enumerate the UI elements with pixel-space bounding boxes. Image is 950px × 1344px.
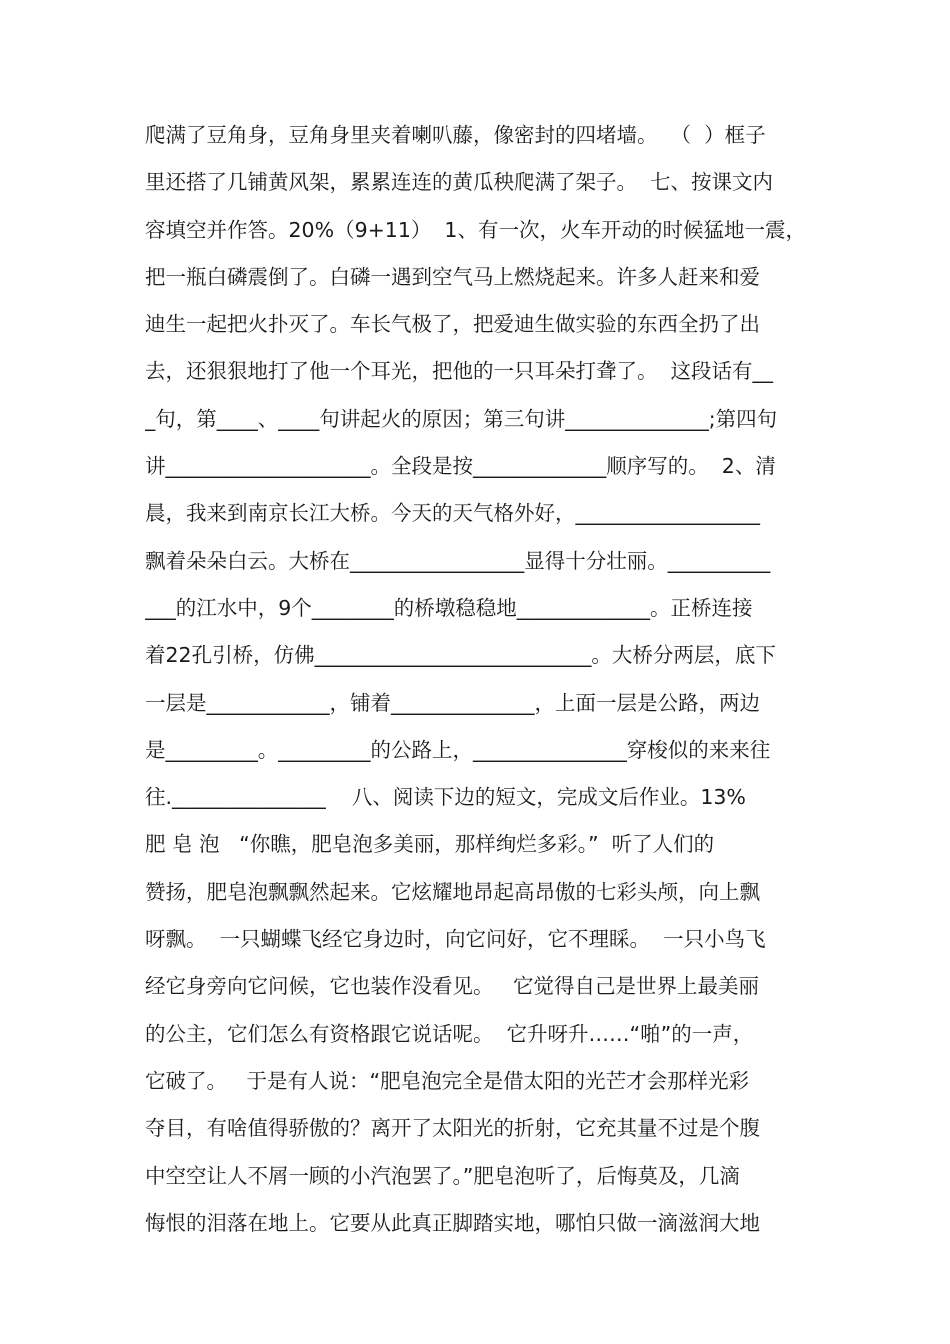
text-line: 爬满了豆角身，豆角身里夹着喇叭藤，像密封的四堵墙。 （ ）框子 [145, 123, 766, 147]
text-line: 讲____________________。全段是按_____________顺序写的。 2、清 [145, 454, 776, 479]
text-line: 夺目，有啥值得骄傲的？离开了太阳光的折射，它充其量不过是个腹 [145, 1116, 760, 1141]
text-line: 着22孔引桥，仿佛___________________________。大桥分两层，底下 [145, 643, 776, 668]
text-line: 晨，我来到南京长江大桥。今天的天气格外好，__________________ [145, 501, 760, 526]
text-line: 的公主，它们怎么有资格跟它说话呢。 它升呀升……“啪”的一声， [145, 1021, 754, 1046]
body-text [145, 112, 810, 1247]
text-line: 呀飘。 一只蝴蝶飞经它身边时，向它问好，它不理睬。 一只小鸟飞 [145, 927, 766, 952]
text-line: 飘着朵朵白云。大桥在_________________显得十分壮丽。__________ [145, 548, 771, 573]
text-line: 往._______________ 八、阅读下边的短文，完成文后作业。13% [145, 785, 746, 810]
text-line: 容填空并作答。20%（9+11） 1、有一次，火车开动的时候猛地一震， [145, 217, 806, 242]
text-line: ___的江水中，9个________的桥墩稳稳地_____________。正桥连接 [145, 595, 753, 620]
text-line: 一层是____________，铺着______________，上面一层是公路，两边 [145, 690, 760, 715]
text-line: _句，第____、____句讲起火的原因；第三句讲______________;第四句 [145, 406, 778, 431]
text-line: 里还搭了几铺黄风架，累累连连的黄瓜秧爬满了架子。 七、按课文内 [145, 170, 774, 195]
text-line: 去，还狠狠地打了他一个耳光，把他的一只耳朵打聋了。 这段话有__ [145, 359, 774, 384]
text-line: 它破了。 于是有人说：“肥皂泡完全是借太阳的光芒才会那样光彩 [145, 1068, 750, 1093]
text-line: 赞扬，肥皂泡飘飘然起来。它炫耀地昂起高昂傲的七彩头颅，向上飘 [145, 879, 760, 904]
text-line: 迪生一起把火扑灭了。车长气极了，把爱迪生做实验的东西全扔了出 [145, 312, 760, 337]
text-line: 中空空让人不屑一顾的小汽泡罢了。”肥皂泡听了，后悔莫及，几滴 [145, 1163, 740, 1188]
text-line: 经它身旁向它问候，它也装作没看见。 它觉得自己是世界上最美丽 [145, 974, 760, 999]
text-line: 悔恨的泪落在地上。它要从此真正脚踏实地，哪怕只做一滴滋润大地 [145, 1210, 760, 1235]
text-line: 是_________。_________的公路上，_______________穿梭似的来来往 [145, 737, 771, 762]
text-line: 把一瓶白磷震倒了。白磷一遇到空气马上燃烧起来。许多人赶来和爱 [145, 264, 760, 289]
text-line: 肥 皂 泡 “你瞧，肥皂泡多美丽，那样绚烂多彩。” 听了人们的 [145, 832, 715, 857]
